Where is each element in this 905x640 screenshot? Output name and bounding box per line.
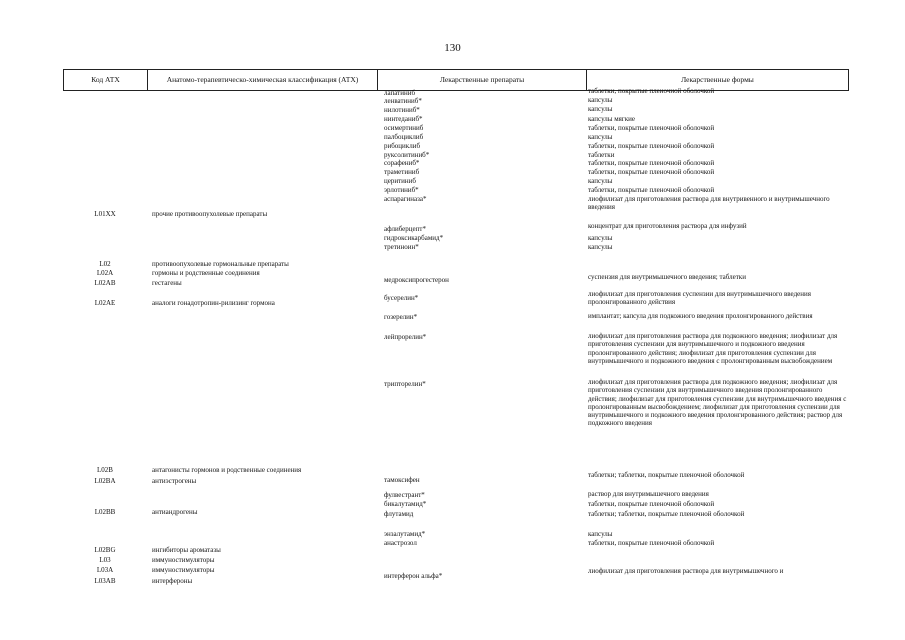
drug-name: третиноин* <box>384 243 419 251</box>
atc-classification: интерфероны <box>152 577 193 585</box>
drug-name: руксолитиниб* <box>384 151 430 159</box>
atc-code: L01XX <box>94 210 116 218</box>
atc-code: L02B <box>97 466 113 474</box>
dosage-form: таблетки, покрытые пленочной оболочкой <box>588 168 715 176</box>
dosage-form: лиофилизат для приготовления суспензии для внутримышечного введения пролонгированного действия <box>588 290 811 307</box>
dosage-form: таблетки; таблетки, покрытые пленочной оболочкой <box>588 471 745 479</box>
drug-name: ленватиниб* <box>384 97 422 105</box>
drug-name: рибоциклиб <box>384 142 421 150</box>
atc-classification: антиэстрогены <box>152 477 197 485</box>
dosage-form: таблетки, покрытые пленочной оболочкой <box>588 142 715 150</box>
header-classification: Анатомо-терапевтическо-химическая классификация (АТХ) <box>148 70 378 91</box>
atc-classification: антагонисты гормонов и родственные соединения <box>152 466 302 474</box>
drug-name: траметиниб <box>384 168 420 176</box>
dosage-form: концентрат для приготовления раствора для инфузий <box>588 222 747 230</box>
atc-classification: аналоги гонадотропин-рилизинг гормона <box>152 299 275 307</box>
drug-name: гозерелин* <box>384 313 418 321</box>
dosage-form: капсулы <box>588 530 613 538</box>
dosage-form: лиофилизат для приготовления раствора для подкожного введения; лиофилизат для приготовления суспензии для внутримышечного и подкожного введения пролонгированного действия; лиофилизат для приготовления суспензии для внутримышечного и подкожного введения с пролонгированным высвобождением <box>588 332 838 365</box>
atc-code: L02A <box>96 269 114 277</box>
atc-classification: иммуностимуляторы <box>152 556 215 564</box>
atc-classification: прочие противоопухолевые препараты <box>152 210 268 218</box>
dosage-form: таблетки, покрытые пленочной оболочкой <box>588 539 715 547</box>
drug-name: фулвестрант* <box>384 491 425 499</box>
dosage-form: капсулы <box>588 133 613 141</box>
atc-code: L03A <box>96 566 114 574</box>
drug-name: осимертиниб <box>384 124 424 132</box>
header-code: Код АТХ <box>64 70 148 91</box>
atc-code: L02BA <box>94 477 116 485</box>
dosage-form: суспензия для внутримышечного введения; таблетки <box>588 273 746 281</box>
atc-code: L02AE <box>94 299 116 307</box>
dosage-form: лиофилизат для приготовления раствора для подкожного введения; лиофилизат для приготовления суспензии для внутримышечного введения пролонгированного действия; лиофилизат для приготовления суспензии для внутримышечного введения с пролонгированным высвобождением; лиофилизат для приготовления суспензии для внутримышечного и подкожного введения пролонгированного действия; раствор для подкожного введения <box>588 378 847 428</box>
drug-name: аспарагиназа* <box>384 195 427 203</box>
atc-classification: иммуностимуляторы <box>152 566 215 574</box>
page-number: 130 <box>444 42 461 54</box>
dosage-form: капсулы <box>588 243 613 251</box>
dosage-form: капсулы <box>588 96 613 104</box>
dosage-form: капсулы мягкие <box>588 115 635 123</box>
dosage-form: лиофилизат для приготовления раствора для внутривенного и внутримышечного введения <box>588 195 830 212</box>
atc-classification: ингибиторы ароматазы <box>152 546 221 554</box>
atc-classification: гестагены <box>152 279 182 287</box>
drug-name: гидроксикарбамид* <box>384 234 444 242</box>
dosage-form: капсулы <box>588 105 613 113</box>
drug-name: медроксипрогестерон <box>384 276 449 284</box>
atc-classification: антиандрогены <box>152 508 198 516</box>
dosage-form: таблетки, покрытые пленочной оболочкой <box>588 124 715 132</box>
drug-name: лейпрорелин* <box>384 333 427 341</box>
drug-name: палбоциклиб <box>384 133 424 141</box>
atc-code: L02 <box>99 260 111 268</box>
atc-code: L03 <box>99 556 111 564</box>
drug-name: энзалутамид* <box>384 530 426 538</box>
drug-name: эрлотиниб* <box>384 186 419 194</box>
atc-classification: противоопухолевые гормональные препараты <box>152 260 289 268</box>
atc-classification: гормоны и родственные соединения <box>152 269 260 277</box>
drug-name: тамоксифен <box>384 476 420 484</box>
drug-name: лапатиниб <box>384 89 416 97</box>
dosage-form: капсулы <box>588 234 613 242</box>
drug-name: интерферон альфа* <box>384 572 443 580</box>
dosage-form: таблетки, покрытые пленочной оболочкой <box>588 87 715 95</box>
dosage-form: капсулы <box>588 177 613 185</box>
dosage-form: таблетки, покрытые пленочной оболочкой <box>588 159 715 167</box>
atc-code: L02BG <box>94 546 116 554</box>
atc-code: L02AB <box>94 279 116 287</box>
dosage-form: таблетки, покрытые пленочной оболочкой <box>588 500 715 508</box>
drug-name: бусерелин* <box>384 294 419 302</box>
drug-name: анастрозол <box>384 539 417 547</box>
header-forms: Лекарственные формы <box>587 70 849 91</box>
drug-name: церитиниб <box>384 177 416 185</box>
drug-name: афлиберцепт* <box>384 225 426 233</box>
drug-name: сорафениб* <box>384 159 420 167</box>
drug-name: нилотиниб* <box>384 106 420 114</box>
dosage-form: таблетки; таблетки, покрытые пленочной оболочкой <box>588 510 745 518</box>
header-drugs: Лекарственные препараты <box>378 70 587 91</box>
dosage-form: таблетки, покрытые пленочной оболочкой <box>588 186 715 194</box>
drug-name: флутамид <box>384 510 414 518</box>
atc-code: L03AB <box>94 577 116 585</box>
drug-name: трипторелин* <box>384 380 426 388</box>
drug-name: бикалутамид* <box>384 500 427 508</box>
dosage-form: лиофилизат для приготовления раствора для внутримышечного и <box>588 567 784 575</box>
atc-code: L02BB <box>94 508 116 516</box>
dosage-form: раствор для внутримышечного введения <box>588 490 709 498</box>
dosage-form: таблетки <box>588 151 615 159</box>
dosage-form: имплантат; капсула для подкожного введения пролонгированного действия <box>588 312 813 320</box>
drug-name: нинтеданиб* <box>384 115 423 123</box>
